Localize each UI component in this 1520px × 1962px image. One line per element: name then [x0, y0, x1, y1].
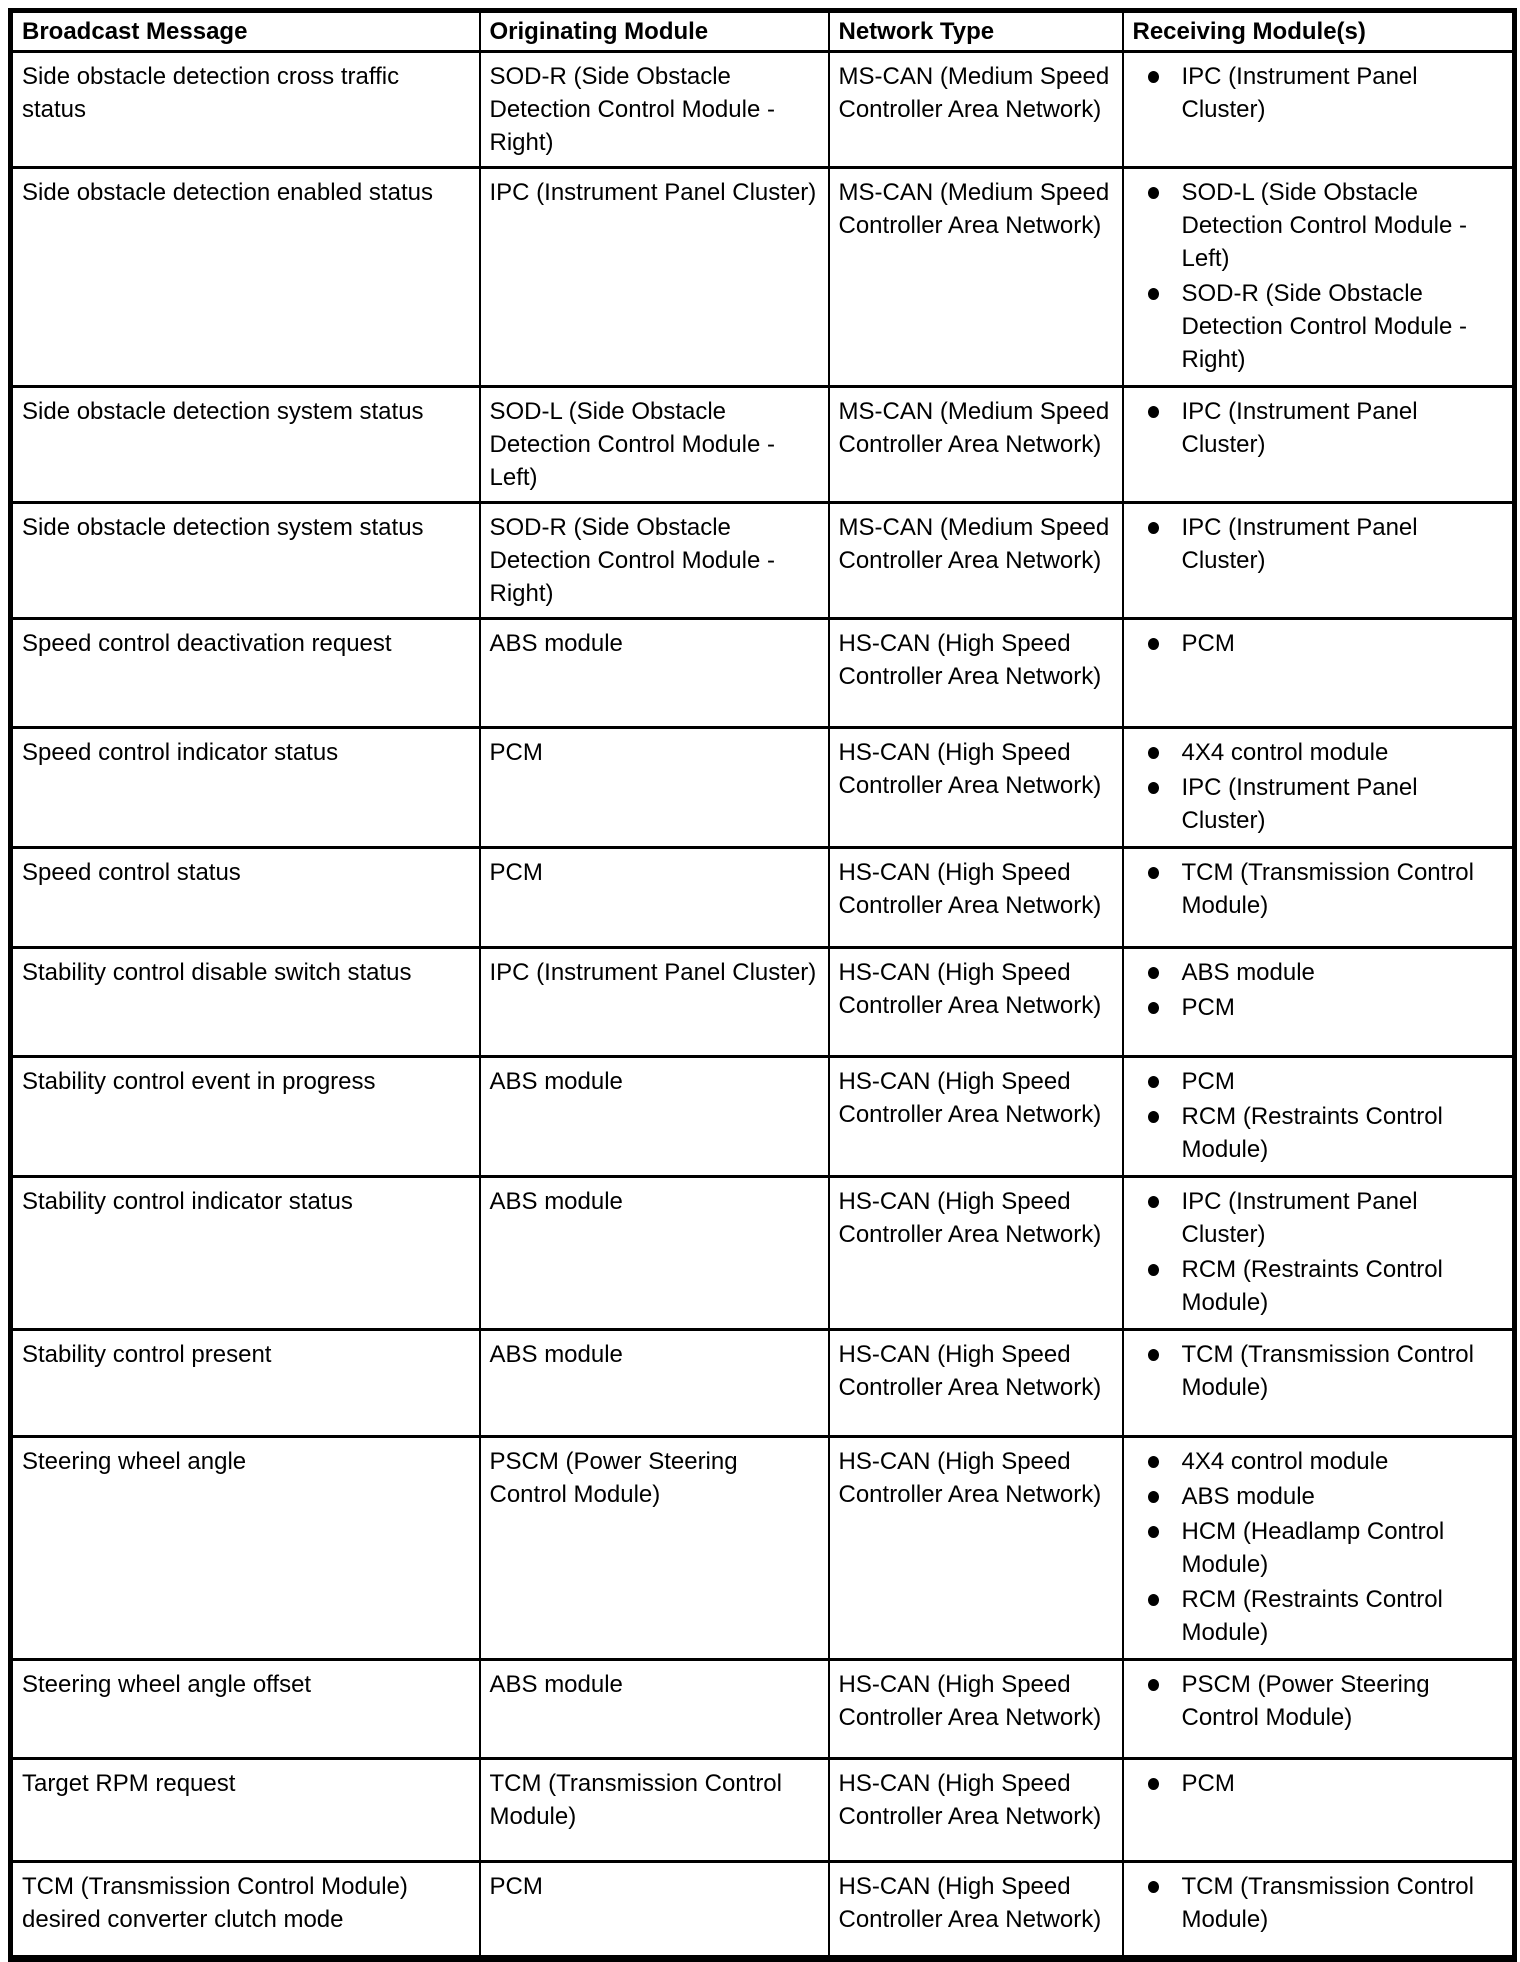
receiving-module-label: TCM (Transmission Control Module) [1181, 859, 1474, 919]
receiving-module-label: PCM [1181, 994, 1235, 1021]
cell-network-type: HS-CAN (High Speed Controller Area Network) [829, 1177, 1123, 1330]
receiving-module-label: IPC (Instrument Panel Cluster) [1181, 774, 1418, 834]
receiving-module-item [1124, 736, 1507, 769]
cell-receiving-modules [1123, 728, 1515, 848]
receiving-module-item [1124, 1583, 1507, 1649]
column-header-network-type: Network Type [829, 11, 1123, 52]
table-row [11, 503, 1515, 619]
bullet-icon [1148, 1264, 1159, 1276]
receiving-module-item [1124, 176, 1507, 275]
bullet-icon [1148, 1778, 1159, 1790]
cell-network-type: HS-CAN (High Speed Controller Area Network) [829, 848, 1123, 948]
receiving-module-item [1124, 1445, 1507, 1478]
cell-originating-module: TCM (Transmission Control Module) [480, 1759, 829, 1862]
receiving-module-item [1124, 511, 1507, 577]
bullet-icon [1148, 522, 1159, 534]
cell-broadcast-message: Steering wheel angle [11, 1437, 480, 1660]
cell-receiving-modules [1123, 387, 1515, 503]
bullet-icon [1148, 1456, 1159, 1468]
receiving-module-list [1124, 1065, 1507, 1166]
bullet-icon [1148, 867, 1159, 879]
bullet-icon [1148, 1526, 1159, 1538]
receiving-module-label: TCM (Transmission Control Module) [1181, 1873, 1474, 1933]
receiving-module-list [1124, 856, 1507, 922]
cell-originating-module: IPC (Instrument Panel Cluster) [480, 168, 829, 387]
cell-originating-module: ABS module [480, 1177, 829, 1330]
cell-network-type: HS-CAN (High Speed Controller Area Network) [829, 619, 1123, 728]
cell-receiving-modules [1123, 1759, 1515, 1862]
table-row [11, 1057, 1515, 1177]
cell-broadcast-message: Stability control event in progress [11, 1057, 480, 1177]
receiving-module-label: TCM (Transmission Control Module) [1181, 1341, 1474, 1401]
cell-originating-module: PCM [480, 1862, 829, 1959]
receiving-module-item [1124, 771, 1507, 837]
cell-broadcast-message: Speed control indicator status [11, 728, 480, 848]
cell-broadcast-message: Side obstacle detection system status [11, 503, 480, 619]
receiving-module-list [1124, 1445, 1507, 1649]
cell-network-type: MS-CAN (Medium Speed Controller Area Network) [829, 52, 1123, 168]
cell-originating-module: SOD-R (Side Obstacle Detection Control Module - Right) [480, 52, 829, 168]
cell-broadcast-message: Stability control present [11, 1330, 480, 1437]
receiving-module-label: RCM (Restraints Control Module) [1181, 1103, 1443, 1163]
receiving-module-item [1124, 991, 1507, 1024]
receiving-module-label: RCM (Restraints Control Module) [1181, 1586, 1443, 1646]
cell-originating-module: ABS module [480, 1330, 829, 1437]
bullet-icon [1148, 1881, 1159, 1893]
bullet-icon [1148, 782, 1159, 794]
cell-broadcast-message: Speed control status [11, 848, 480, 948]
table-row [11, 387, 1515, 503]
bullet-icon [1148, 288, 1159, 300]
table-row [11, 1862, 1515, 1959]
receiving-module-label: ABS module [1181, 959, 1315, 986]
table-row [11, 848, 1515, 948]
cell-network-type: MS-CAN (Medium Speed Controller Area Network) [829, 387, 1123, 503]
column-header-originating-module: Originating Module [480, 11, 829, 52]
cell-network-type: HS-CAN (High Speed Controller Area Network) [829, 948, 1123, 1057]
cell-originating-module: ABS module [480, 1057, 829, 1177]
column-header-receiving-modules: Receiving Module(s) [1123, 11, 1515, 52]
cell-originating-module: ABS module [480, 619, 829, 728]
cell-broadcast-message: Stability control indicator status [11, 1177, 480, 1330]
cell-broadcast-message: TCM (Transmission Control Module) desired converter clutch mode [11, 1862, 480, 1959]
cell-receiving-modules [1123, 168, 1515, 387]
receiving-module-list [1124, 395, 1507, 461]
cell-broadcast-message: Side obstacle detection cross traffic status [11, 52, 480, 168]
bullet-icon [1148, 967, 1159, 979]
cell-originating-module: ABS module [480, 1660, 829, 1759]
receiving-module-label: IPC (Instrument Panel Cluster) [1181, 398, 1418, 458]
cell-network-type: MS-CAN (Medium Speed Controller Area Network) [829, 168, 1123, 387]
receiving-module-label: RCM (Restraints Control Module) [1181, 1256, 1443, 1316]
table-row [11, 1330, 1515, 1437]
receiving-module-item [1124, 856, 1507, 922]
table-row [11, 1437, 1515, 1660]
receiving-module-list [1124, 1668, 1507, 1734]
receiving-module-label: PSCM (Power Steering Control Module) [1181, 1671, 1430, 1731]
bullet-icon [1148, 1196, 1159, 1208]
bullet-icon [1148, 638, 1159, 650]
receiving-module-item [1124, 1870, 1507, 1936]
cell-receiving-modules [1123, 503, 1515, 619]
table-row [11, 1177, 1515, 1330]
receiving-module-item [1124, 60, 1507, 126]
receiving-module-label: PCM [1181, 1770, 1235, 1797]
receiving-module-item [1124, 1065, 1507, 1098]
receiving-module-label: IPC (Instrument Panel Cluster) [1181, 514, 1418, 574]
receiving-module-label: SOD-L (Side Obstacle Detection Control Module - Left) [1181, 179, 1467, 272]
receiving-module-label: SOD-R (Side Obstacle Detection Control Module - Right) [1181, 280, 1467, 373]
table-row [11, 168, 1515, 387]
cell-network-type: HS-CAN (High Speed Controller Area Network) [829, 1862, 1123, 1959]
bullet-icon [1148, 1002, 1159, 1014]
receiving-module-item [1124, 1668, 1507, 1734]
cell-receiving-modules [1123, 1862, 1515, 1959]
receiving-module-item [1124, 277, 1507, 376]
bullet-icon [1148, 1349, 1159, 1361]
cell-receiving-modules [1123, 619, 1515, 728]
receiving-module-item [1124, 1338, 1507, 1404]
cell-receiving-modules [1123, 1330, 1515, 1437]
cell-network-type: HS-CAN (High Speed Controller Area Network) [829, 1330, 1123, 1437]
receiving-module-item [1124, 1515, 1507, 1581]
broadcast-message-table [8, 8, 1517, 1962]
receiving-module-list [1124, 736, 1507, 837]
cell-broadcast-message: Speed control deactivation request [11, 619, 480, 728]
bullet-icon [1148, 1594, 1159, 1606]
table-row [11, 948, 1515, 1057]
bullet-icon [1148, 71, 1159, 83]
cell-broadcast-message: Steering wheel angle offset [11, 1660, 480, 1759]
cell-network-type: HS-CAN (High Speed Controller Area Network) [829, 728, 1123, 848]
receiving-module-item [1124, 1480, 1507, 1513]
table-row [11, 52, 1515, 168]
cell-originating-module: IPC (Instrument Panel Cluster) [480, 948, 829, 1057]
cell-network-type: HS-CAN (High Speed Controller Area Network) [829, 1660, 1123, 1759]
cell-receiving-modules [1123, 1437, 1515, 1660]
table-row [11, 619, 1515, 728]
receiving-module-list [1124, 511, 1507, 577]
cell-broadcast-message: Side obstacle detection enabled status [11, 168, 480, 387]
table-body [11, 52, 1515, 1959]
cell-receiving-modules [1123, 1177, 1515, 1330]
receiving-module-list [1124, 176, 1507, 376]
table-row [11, 1660, 1515, 1759]
receiving-module-item [1124, 1100, 1507, 1166]
bullet-icon [1148, 1111, 1159, 1123]
receiving-module-item [1124, 956, 1507, 989]
cell-originating-module: SOD-L (Side Obstacle Detection Control Module - Left) [480, 387, 829, 503]
cell-originating-module: PSCM (Power Steering Control Module) [480, 1437, 829, 1660]
cell-receiving-modules [1123, 52, 1515, 168]
receiving-module-list [1124, 627, 1507, 660]
cell-originating-module: PCM [480, 728, 829, 848]
receiving-module-label: 4X4 control module [1181, 1448, 1389, 1475]
receiving-module-item [1124, 1767, 1507, 1800]
receiving-module-list [1124, 60, 1507, 126]
cell-network-type: HS-CAN (High Speed Controller Area Network) [829, 1057, 1123, 1177]
receiving-module-list [1124, 1870, 1507, 1936]
cell-broadcast-message: Target RPM request [11, 1759, 480, 1862]
bullet-icon [1148, 187, 1159, 199]
receiving-module-list [1124, 1185, 1507, 1319]
receiving-module-label: ABS module [1181, 1483, 1315, 1510]
receiving-module-item [1124, 395, 1507, 461]
header-row [11, 11, 1515, 52]
cell-network-type: HS-CAN (High Speed Controller Area Network) [829, 1437, 1123, 1660]
cell-originating-module: PCM [480, 848, 829, 948]
cell-broadcast-message: Side obstacle detection system status [11, 387, 480, 503]
receiving-module-label: IPC (Instrument Panel Cluster) [1181, 63, 1418, 123]
column-header-broadcast-message: Broadcast Message [11, 11, 480, 52]
cell-network-type: HS-CAN (High Speed Controller Area Network) [829, 1759, 1123, 1862]
table-row [11, 728, 1515, 848]
receiving-module-list [1124, 1767, 1507, 1800]
receiving-module-item [1124, 1253, 1507, 1319]
receiving-module-label: PCM [1181, 1068, 1235, 1095]
receiving-module-label: IPC (Instrument Panel Cluster) [1181, 1188, 1418, 1248]
bullet-icon [1148, 1076, 1159, 1088]
receiving-module-item [1124, 627, 1507, 660]
bullet-icon [1148, 1491, 1159, 1503]
bullet-icon [1148, 1679, 1159, 1691]
cell-receiving-modules [1123, 1660, 1515, 1759]
receiving-module-list [1124, 1338, 1507, 1404]
receiving-module-label: 4X4 control module [1181, 739, 1389, 766]
cell-receiving-modules [1123, 1057, 1515, 1177]
receiving-module-item [1124, 1185, 1507, 1251]
cell-receiving-modules [1123, 948, 1515, 1057]
cell-originating-module: SOD-R (Side Obstacle Detection Control Module - Right) [480, 503, 829, 619]
receiving-module-label: PCM [1181, 630, 1235, 657]
cell-network-type: MS-CAN (Medium Speed Controller Area Network) [829, 503, 1123, 619]
receiving-module-label: HCM (Headlamp Control Module) [1181, 1518, 1445, 1578]
receiving-module-list [1124, 956, 1507, 1024]
table-row [11, 1759, 1515, 1862]
bullet-icon [1148, 406, 1159, 418]
bullet-icon [1148, 747, 1159, 759]
cell-receiving-modules [1123, 848, 1515, 948]
cell-broadcast-message: Stability control disable switch status [11, 948, 480, 1057]
